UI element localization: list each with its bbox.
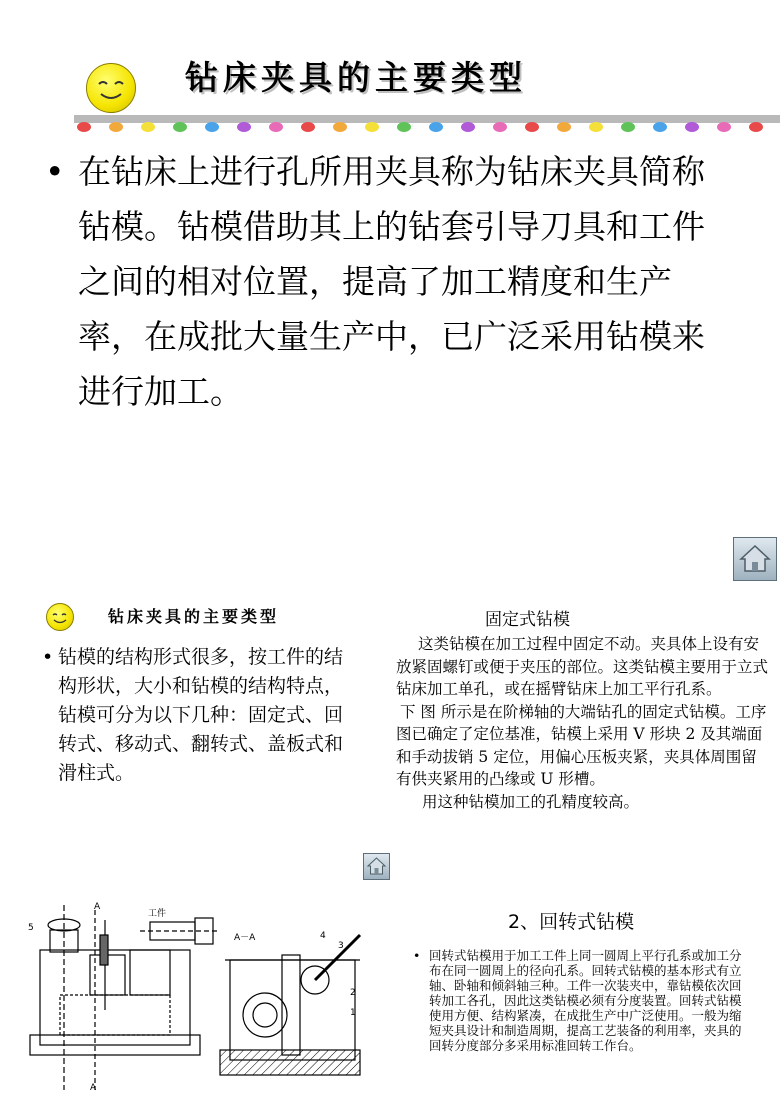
label-5: 5 <box>28 923 34 933</box>
fixed-jig-text <box>396 633 768 813</box>
home-icon-small[interactable] <box>363 853 390 880</box>
types-bullet <box>42 643 356 788</box>
light-bulb <box>429 122 443 132</box>
fixed-jig-drawing <box>20 900 365 1095</box>
label-section: A－A <box>234 933 256 943</box>
light-bulb <box>269 122 283 132</box>
label-a-bottom: A <box>90 1083 97 1093</box>
lights-banner <box>74 113 780 135</box>
label-1: 1 <box>350 1008 356 1018</box>
light-bulb <box>525 122 539 132</box>
intro-paragraph: 在钻床上进行孔所用夹具称为钻床夹具简称钻模。钻模借助其上的钻套引导刀具和工件之间的相对位置，提高了加工精度和生产率，在成批大量生产中，已广泛采用钻模来进行加工。 <box>78 152 705 411</box>
light-bulb <box>77 122 91 132</box>
light-bulb <box>333 122 347 132</box>
light-bulb <box>173 122 187 132</box>
bullet-dot: • <box>42 646 54 668</box>
types-paragraph: 钻模的结构形式很多，按工件的结构形状，大小和钻模的结构特点，钻模可分为以下几种：固定式、回转式、移动式、翻转式、盖板式和滑柱式。 <box>58 646 344 784</box>
light-bulb <box>365 122 379 132</box>
home-icon[interactable] <box>733 537 777 581</box>
light-bulb <box>557 122 571 132</box>
light-bulb <box>589 122 603 132</box>
label-workpiece: 工件 <box>148 909 167 919</box>
smiley-icon <box>86 63 136 113</box>
label-3: 3 <box>338 941 344 951</box>
fixed-jig-para-2: 下 图 所示是在阶梯轴的大端钻孔的固定式钻模。工序图已确定了定位基准，钻模上采用 V 形块 2 及其端面 和手动拔销 5 定位，用偏心压板夹紧，夹具体周围留有供夹紧用的凸缘或 U 形槽。 <box>396 702 767 788</box>
light-bulb <box>685 122 699 132</box>
page-title: 钻床夹具的主要类型 <box>185 58 527 97</box>
light-bulb <box>461 122 475 132</box>
label-a-top: A <box>94 902 101 912</box>
label-4: 4 <box>320 931 326 941</box>
bullet-dot: • <box>413 948 421 963</box>
smiley-icon-small <box>46 603 74 631</box>
light-bulb <box>621 122 635 132</box>
fixed-jig-para-3: 用这种钻模加工的孔精度较高。 <box>422 792 640 811</box>
light-bulb <box>397 122 411 132</box>
light-bulb <box>141 122 155 132</box>
rotary-jig-bullet <box>413 948 743 1100</box>
light-bulb <box>653 122 667 132</box>
light-bulb <box>301 122 315 132</box>
light-bulb <box>109 122 123 132</box>
fixed-jig-heading: 固定式钻模 <box>485 610 570 630</box>
rotary-jig-heading: 2、回转式钻模 <box>508 911 635 933</box>
light-bulb <box>749 122 763 132</box>
light-bulb <box>205 122 219 132</box>
light-bulb <box>717 122 731 132</box>
section-title: 钻床夹具的主要类型 <box>108 607 280 626</box>
label-2: 2 <box>350 988 356 998</box>
light-bulb <box>493 122 507 132</box>
fixed-jig-para-1: 这类钻模在加工过程中固定不动。夹具体上设有安放紧固螺钉或便于夹压的部位。这类钻模主要用于立式钻床加工单孔，或在摇臂钻床上加工平行孔系。 <box>396 635 769 698</box>
rotary-jig-paragraph: 回转式钻模用于加工工件上同一圆周上平行孔系或加工分布在同一圆周上的径向孔系。回转式钻模的基本形式有立轴、卧轴和倾斜轴三种。工件一次装夹中，靠钻模依次回转加工各孔，因此这类钻模必须有分度装置。回转式钻模使用方便、结构紧凑，在成批生产中广泛使用。一般为缩短夹具设计和制造周期，提高工艺装备的利用率，夹具的回转分度部分多采用标准回转工作台。 <box>429 948 742 1053</box>
bullet-dot: • <box>45 152 65 191</box>
light-bulb <box>237 122 251 132</box>
